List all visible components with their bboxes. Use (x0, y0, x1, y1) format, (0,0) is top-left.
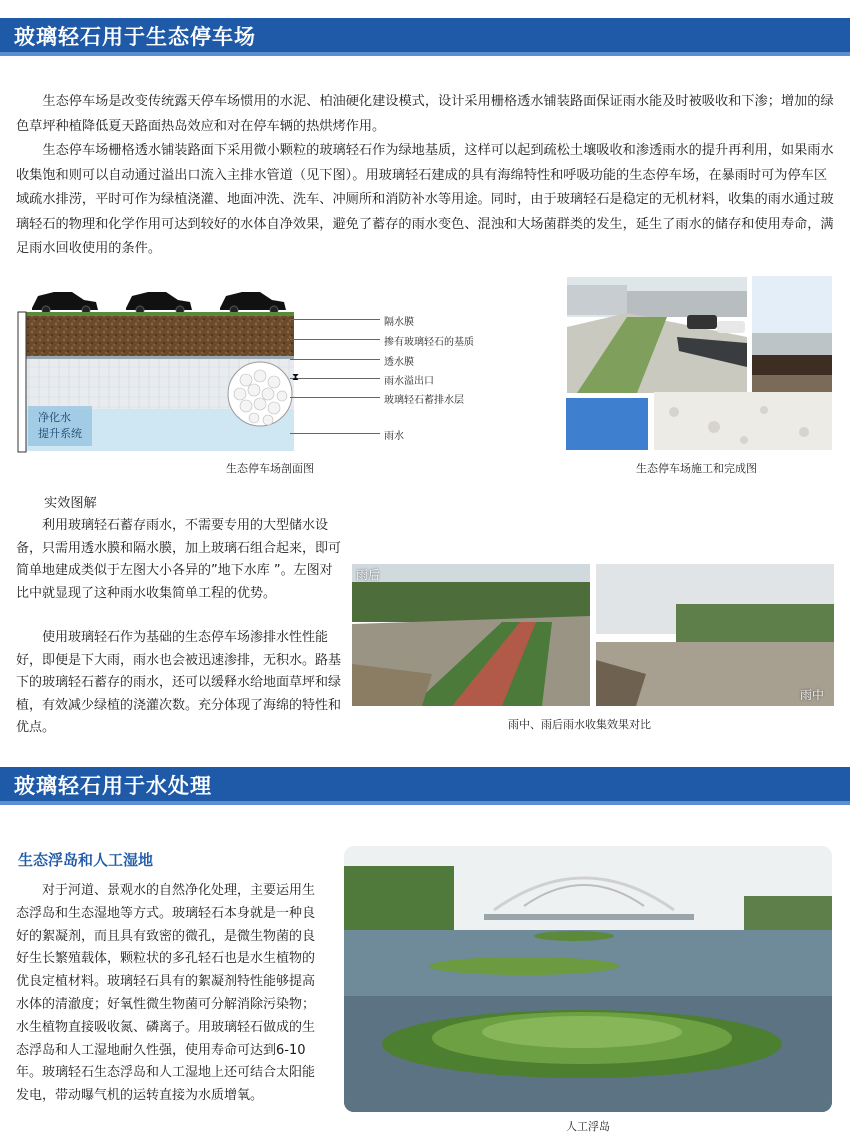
parking-construction-photo (567, 277, 747, 393)
car-icon (32, 292, 98, 314)
leader-line (290, 433, 380, 434)
buried-photo-svg (752, 333, 832, 393)
after-rain-svg (352, 564, 590, 706)
cross-section-caption: 生态停车场剖面图 (226, 462, 314, 475)
layer-label-isolation-membrane: 隔水膜 (384, 317, 414, 328)
accent-block (566, 398, 648, 450)
section1-banner-stripe (0, 52, 850, 56)
after-rain-photo (352, 564, 590, 706)
parking-photo-svg (567, 277, 747, 393)
section1-paragraph-1: 生态停车场是改变传统露天停车场惯用的水泥、柏油硬化建设模式，设计采用栅格透水铺装路面保证雨水能及时被吸收和下渗；增加的绿色草坪种植降低夏天路面热岛效应和对在停车辆的热烘烤作用。 (16, 94, 834, 134)
buried-layer-photo (752, 333, 832, 393)
car-icon (126, 292, 192, 314)
parking-photos-caption: 生态停车场施工和完成图 (636, 462, 757, 475)
floating-island-subhead: 生态浮岛和人工湿地 (18, 851, 154, 869)
glass-stone-bed-photo (654, 392, 832, 450)
layer-label-overflow-outlet: 雨水溢出口 (384, 376, 434, 387)
leader-line (290, 378, 380, 379)
section2-title: 玻璃轻石用于水处理 (14, 774, 212, 798)
during-rain-photo (596, 564, 834, 706)
rain-compare-caption: 雨中、雨后雨水收集效果对比 (508, 718, 651, 731)
layer-label-substrate: 掺有玻璃轻石的基质 (384, 337, 474, 348)
purified-water-system-label (38, 410, 82, 442)
floating-island-svg (344, 846, 832, 1112)
leader-line (290, 359, 380, 360)
section2-paragraph: 对于河道、景观水的自然净化处理，主要运用生态浮岛和生态湿地等方式。玻璃轻石本身就是一种良好的絮凝剂，而且具有致密的微孔，是微生物菌的良好生长繁殖载体，颗粒状的多孔轻石也是水生植物的优良定植材料。玻璃轻石具有的絮凝剂特性能够提高水体的清澈度；好氧性微生物菌可分解消除污染物；水生植物直接吸收氮、磷离子。用玻璃轻石做成的生态浮岛和人工湿地耐久性强，使用寿命可达到6-10年。玻璃轻石生态浮岛和人工湿地上还可结合太阳能发电，带动曝气机的运转直接为水质增氧。 (16, 883, 316, 1104)
section2-banner-stripe (0, 801, 850, 805)
effect-paragraph-2: 使用玻璃轻石作为基础的生态停车场渗排水性性能好，即便是下大雨，雨水也会被迅速渗排，无积水。路基下的玻璃轻石蓄存的雨水，还可以缓释水给地面草坪和绿植，有效减少绿植的浇灌次数。充分体现了海绵的特性和优点。 (16, 630, 342, 736)
leader-line (290, 319, 380, 320)
effect-heading: 实效图解 (44, 496, 97, 511)
during-rain-tag: 雨中 (800, 688, 825, 702)
section1-title: 玻璃轻石用于生态停车场 (14, 25, 256, 49)
system-label-line2: 提升系统 (38, 427, 82, 440)
effect-paragraph-1: 利用玻璃轻石蓄存雨水，不需要专用的大型储水设备，只需用透水膜和隔水膜，加上玻璃石组合起来，即可简单地建成类似于左图大小各异的”地下水库 ”。左图对比中就显现了这种雨水收集简单工程的优势。 (16, 518, 342, 601)
section1-paragraph-2: 生态停车场栅格透水铺装路面下采用微小颗粒的玻璃轻石作为绿地基质，这样可以起到疏松土壤吸收和渗透雨水的提升再利用，如果雨水收集饱和则可以自动通过溢出口流入主排水管道（见下图）。用玻璃轻石建成的具有海绵特性和呼吸功能的生态停车场，在暴雨时可为停车区域疏水排涝，平时可作为绿植浇灌、地面冲洗、洗车、冲厕所和消防补水等用途。同时，由于玻璃轻石是稳定的无机材料，收集的雨水通过玻璃轻石的物理和化学作用可达到较好的水体自净效果，避免了蓄存的雨水变色、混浊和大场菌群类的发生，延生了雨水的储存和使用寿命，满足雨水回收使用的条件。 (16, 143, 834, 257)
leader-line (290, 339, 380, 340)
parking-cross-section-diagram (14, 282, 304, 454)
section1-banner (0, 18, 850, 52)
layer-label-permeable-membrane: 透水膜 (384, 357, 414, 368)
leader-line (290, 397, 380, 398)
after-rain-tag: 雨后 (356, 568, 381, 582)
during-rain-svg (596, 564, 834, 706)
system-label-line1: 净化水 (38, 411, 71, 424)
floating-island-caption: 人工浮岛 (566, 1120, 610, 1133)
layer-label-storage-layer: 玻璃轻石蓄排水层 (384, 395, 464, 406)
layer-label-rainwater: 雨水 (384, 431, 404, 442)
stone-bed-svg (654, 392, 832, 450)
floating-island-photo (344, 846, 832, 1112)
valve-icon: ⧗ (292, 372, 300, 383)
section2-banner (0, 767, 850, 801)
car-icon (220, 292, 286, 314)
